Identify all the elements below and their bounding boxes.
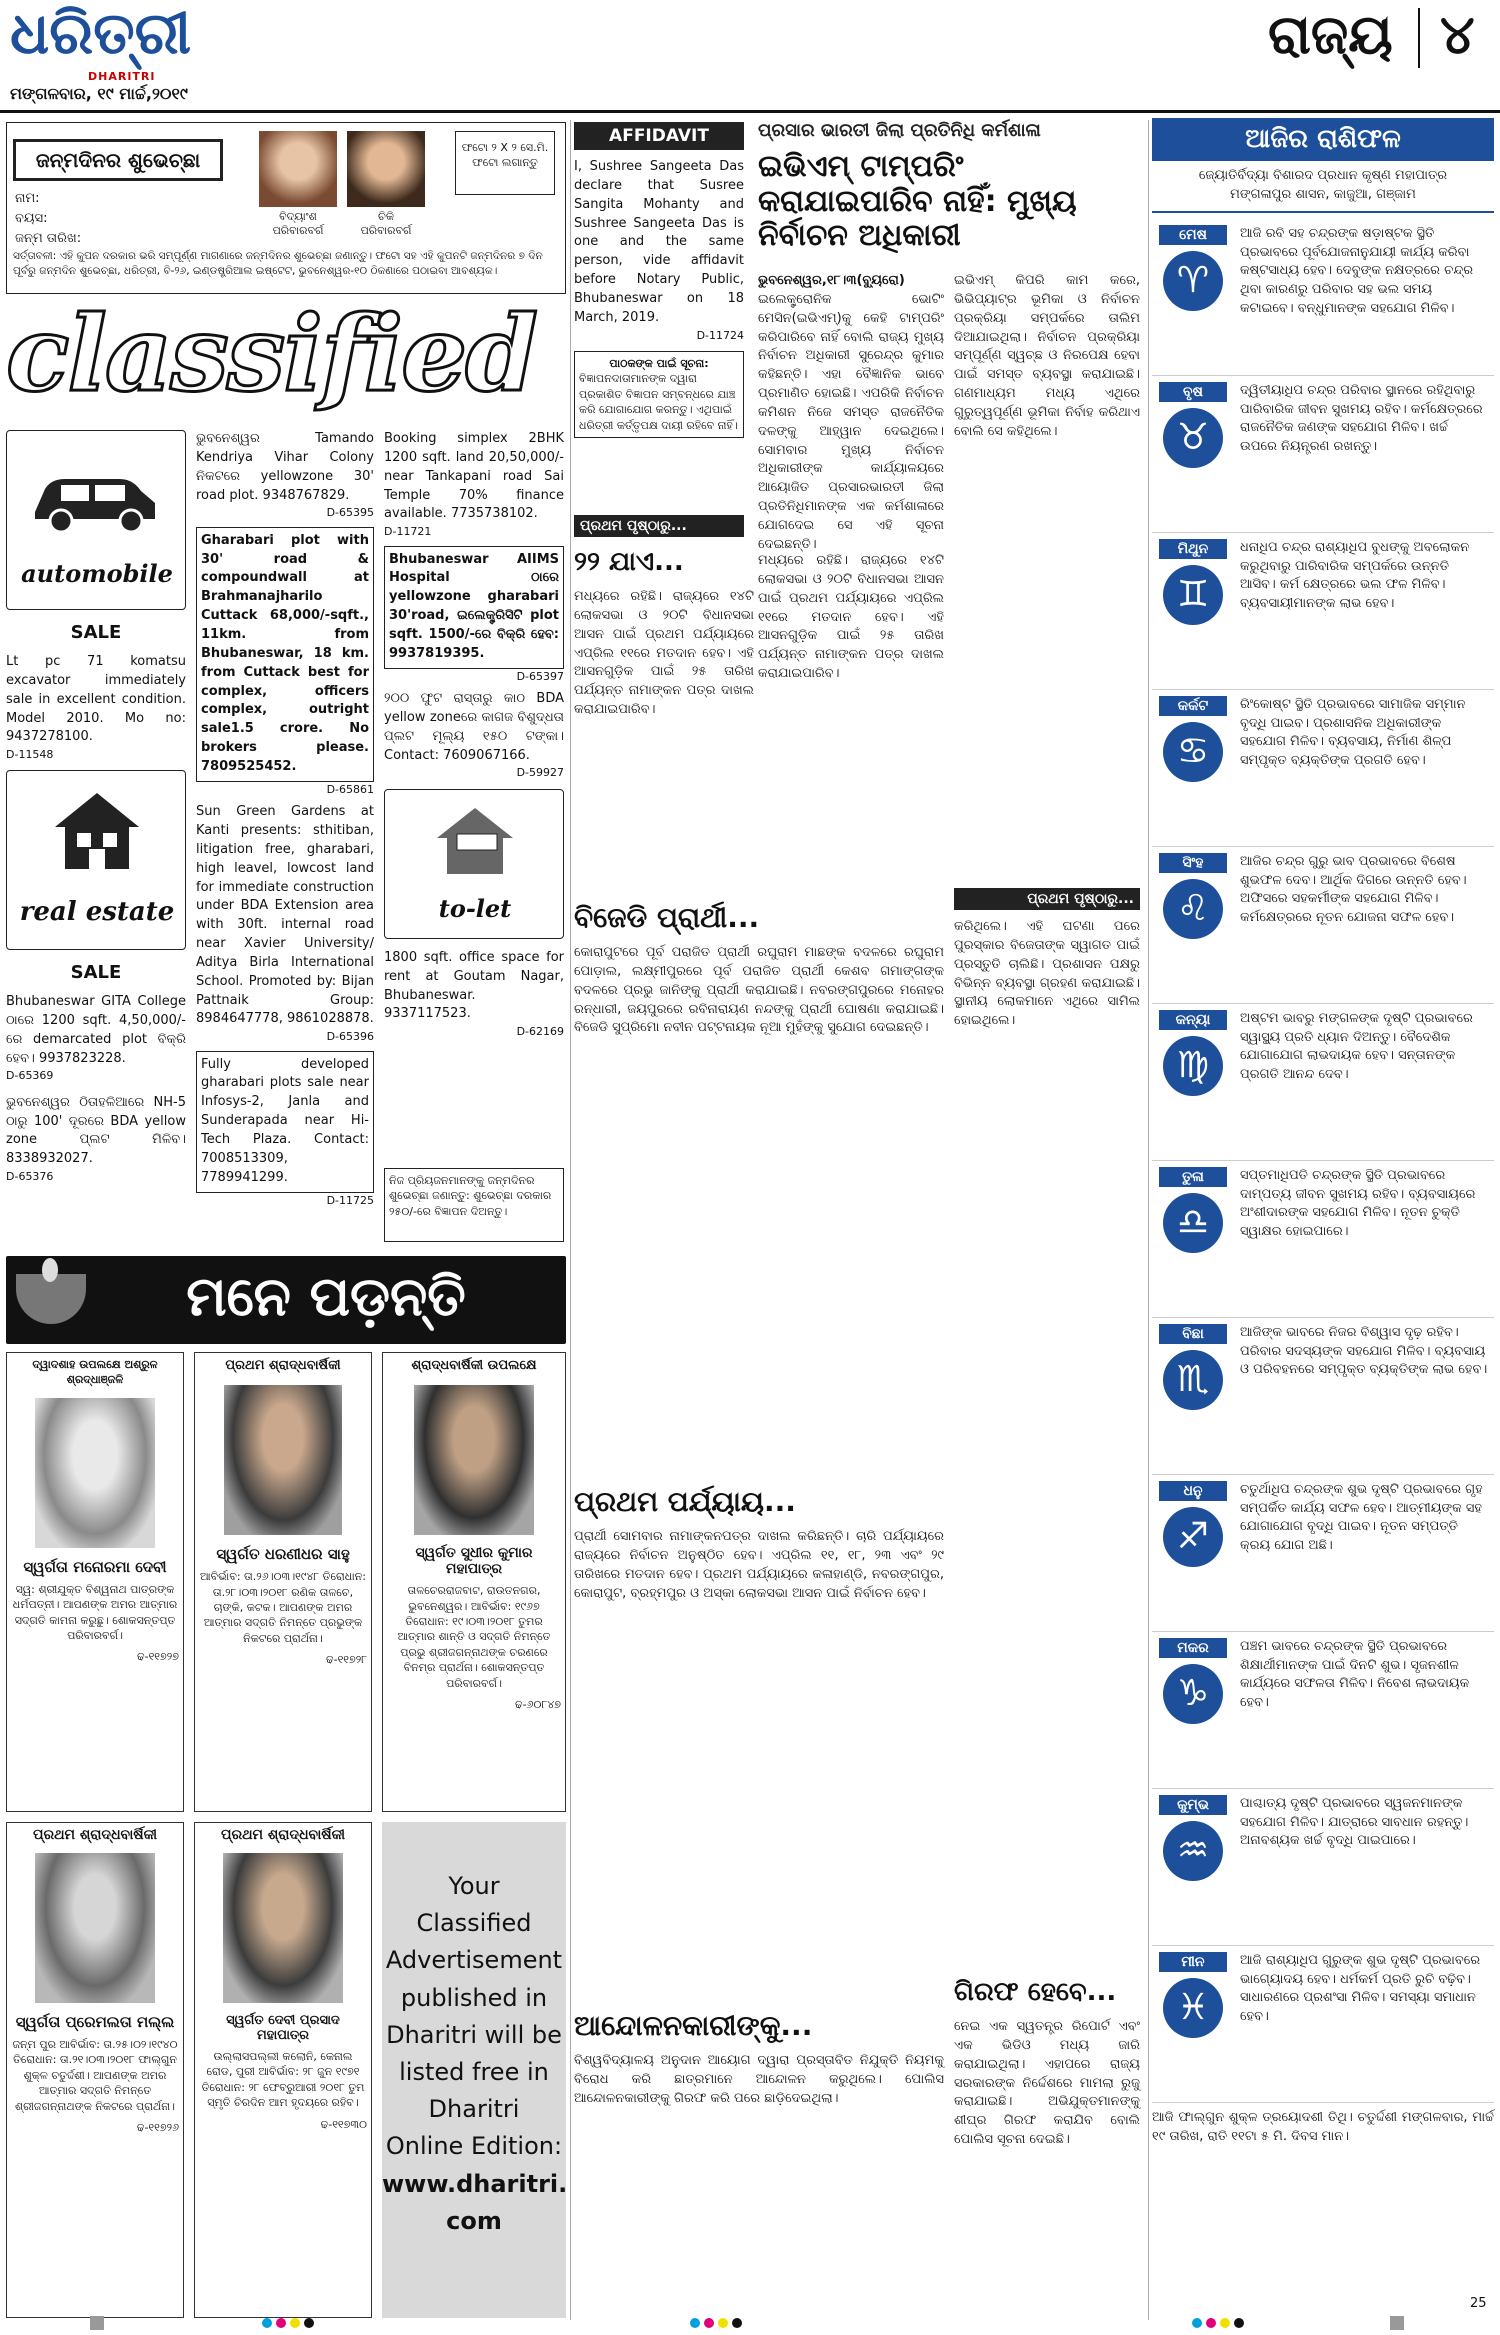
news-lead-col-2: ଇଭିଏମ୍ କିପରି କାମ କରେ, ଭିଭିପ୍ୟାଟ୍‌ର ଭୂମିକା ଓ ନିର୍ବାଚନ ପ୍ରକ୍ରିୟା ସମ୍ପର୍କରେ ତାଲିମ ଦିଆଯାଇଥିଲା। ନିର୍ବାଚନ ପ୍ରକ୍ରିୟା ସମ୍ପୂର୍ଣ୍ଣ ସ୍ୱଚ୍ଛ ଓ ନିରପେକ୍ଷ ହେବା ପାଇଁ ସମସ୍ତ ବ୍ୟବସ୍ଥା କରାଯାଇଛି। ଗଣମାଧ୍ୟମ ମଧ୍ୟ ଏଥିରେ ଗୁରୁତ୍ୱପୂର୍ଣ୍ଣ ଭୂମିକା ନିର୍ବାହ କରିଥାଏ ବୋଲି ସେ କହିଥିଲେ।	[954, 273, 1140, 439]
horoscope-almanac: ଆଜି ଫାଲ୍‌ଗୁନ ଶୁକ୍ଳ ତ୍ରୟୋଦଶୀ ତିଥି। ଚତୁର୍ଦ୍ଦଶୀ ମଙ୍ଗଳବାର, ମାର୍ଚ୍ଚ ୧୯ ତାରିଖ, ରାତି ୧୧ଟା ୫ ମି. ଦିବସ ମାନ।	[1152, 2109, 1494, 2144]
story-bjd-head: ବିଜେଡି ପ୍ରାର୍ଥୀ...	[574, 901, 760, 934]
memorial-body-5: ଉଲ୍ଲାସପଲ୍ଲୀ କଲୋନି, କେନାଲ ରୋଡ, ପୁରୀ ଆବିର୍ଭାବ: ୨୮ ଜୁନ ୧୯୭୧ ତିରୋଧାନ: ୨୮ ଫେବ୍ରୁଆରୀ ୨୦୧୮ ତୁମ ସ୍ମୃତି ଚିରଦିନ ଆମ ହୃଦୟରେ ରହିବ।	[201, 2050, 365, 2110]
top-rule	[0, 110, 1500, 113]
ad-bda-plot-code: D-59927	[516, 766, 564, 780]
cmyk-dot-c-2	[690, 2318, 700, 2328]
memorial-banner	[6, 1256, 566, 1344]
masthead	[0, 0, 1500, 120]
memorial-photo-2	[224, 1385, 342, 1535]
news-lead-body: ଇଲେକ୍ଟ୍ରୋନିକ ଭୋଟିଂ ମେସିନ(ଇଭିଏମ୍)କୁ କେହି ଟାମ୍ପରିଂ କରିପାରିବେ ନାହିଁ ବୋଲି ରାଜ୍ୟ ମୁଖ୍ୟ ନିର୍ବାଚନ ଅଧିକାରୀ ସୁରେନ୍ଦ୍ର କୁମାର କହିଛନ୍ତି। ଏହା ବୈଜ୍ଞାନିକ ଭାବେ ପ୍ରମାଣିତ ହୋଇଛି। ଏପରିକି ନିର୍ବାଚନ କମିଶନ ନିଜେ ସମସ୍ତ ରାଜନୈତିକ ଦଳଙ୍କୁ ଆହ୍ୱାନ ଦେଇଥିଲେ। ସୋମବାର ମୁଖ୍ୟ ନିର୍ବାଚନ ଅଧିକାରୀଙ୍କ କାର୍ଯ୍ୟାଳୟରେ ଆୟୋଜିତ ପ୍ରସାରଭାରତୀ ଜିଲା ପ୍ରତିନିଧିମାନଙ୍କ ଏକ କର୍ମଶାଳାରେ ଯୋଗଦେଇ ସେ ଏହି ସୂଚନା ଦେଇଛନ୍ତି।	[758, 291, 944, 552]
story-arrest-body: ନେଇ ଏକ ସ୍ୱତନ୍ତ୍ର ରିପୋର୍ଟ ଏବଂ ଏକ ଭିଡିଓ ମଧ୍ୟ ଜାରି କରାଯାଇଥିଲା। ଏହାପରେ ରାଜ୍ୟ ସରକାରଙ୍କ ନିର୍ଦ୍ଦେଶରେ ମାମଲା ରୁଜୁ କରାଯାଇଛି। ଅଭିଯୁକ୍ତମାନଙ୍କୁ ଶୀଘ୍ର ଗିରଫ କରାଯିବ ବୋଲି ପୋଲିସ ସୂଚନା ଦେଇଛି।	[954, 2019, 1140, 2148]
dharitri-logo: ଧରିତ୍ରୀ	[10, 0, 192, 67]
child-sub-1: ପରିବାରବର୍ଗ	[272, 224, 324, 237]
column-rule-2	[1148, 120, 1149, 2320]
memorial-card-5	[194, 1822, 372, 2318]
reader-note-text: ବିଜ୍ଞାପନଦାତାମାନଙ୍କ ଦ୍ୱାରା ପ୍ରକାଶିତ ବିଜ୍ଞାପନ ସମ୍ବନ୍ଧରେ ଯାଞ୍ଚ କରି ଯୋଗାଯୋଗ କରନ୍ତୁ। ଏଥିପାଇଁ ଧରିତ୍ରୀ କର୍ତ୍ତୃପକ୍ଷ ଦାୟୀ ରହିବେ ନାହିଁ।	[579, 372, 738, 432]
memorial-name-5: ସ୍ୱର୍ଗତ ଦେବୀ ପ୍ରସାଦ ମହାପାତ୍ର	[226, 2013, 340, 2043]
zodiac-symbol-icon: ♑	[1163, 1664, 1223, 1724]
zodiac-badge	[1152, 1161, 1234, 1317]
zodiac-row	[1152, 1475, 1494, 1632]
photo-placeholder[interactable]: ଫଟୋ ୨ X ୨ ସେ.ମି. ଫଟୋ ଲଗାନ୍ତୁ	[455, 131, 555, 195]
story-arrest-head: ଗିରଫ ହେବେ...	[954, 1977, 1117, 2007]
zodiac-name: କନ୍ୟା	[1159, 1010, 1227, 1030]
realestate-code-2: D-65376	[6, 1170, 54, 1184]
ad-aiims: Bhubaneswar AIIMS Hospital ଠାରେ yellowzone gharabari 30'road, ଇଲେକ୍ଟ୍ରିସିଟି plot sqft. 1500/-ରେ ବିକ୍ରି ହେବ: 9937819395.	[384, 546, 564, 669]
rate-note: ନିଜ ପ୍ରିୟଜନମାନଙ୍କୁ ଜନ୍ମଦିନର ଶୁଭେଚ୍ଛା ଜଣାନ୍ତୁ: ଶୁଭେଚ୍ଛା ଦରକାର ୨୫୦/-ରେ ବିଜ୍ଞାପନ ଦିଅନ୍ତୁ।	[384, 1168, 564, 1242]
memorial-name-3: ସ୍ୱର୍ଗତ ସୁଧୀର କୁମାର ମହାପାତ୍ର	[415, 1545, 533, 1578]
memorial-code-4: ଢ-୧୧୭୨୬	[136, 2120, 179, 2134]
zodiac-row	[1152, 1789, 1494, 1946]
story-agitators-head: ଆନ୍ଦୋଳନକାରୀଙ୍କୁ...	[574, 2009, 813, 2042]
field-name[interactable]: ନାମ:	[15, 191, 40, 206]
column-rule-1	[570, 120, 571, 2320]
zodiac-symbol-icon: ♈	[1163, 251, 1223, 311]
zodiac-symbol-icon: ♐	[1163, 1507, 1223, 1567]
cmyk-dot-c	[262, 2318, 272, 2328]
zodiac-name: ମେଷ	[1159, 225, 1227, 245]
zodiac-forecast: ଦ୍ୱିତୀୟାଧିପ ଚନ୍ଦ୍ର ପରିବାର ସ୍ଥାନରେ ରହିଥିବାରୁ ପାରିବାରିକ ଜୀବନ ସୁଖମୟ ରହିବ। କର୍ମକ୍ଷେତ୍ରରେ ରାଜନୈତିକ ଜଣଙ୍କ ସହଯୋଗ ମିଳିବ। ଖର୍ଚ୍ଚ ଉପରେ ନିୟନ୍ତ୍ରଣ ରଖନ୍ତୁ।	[1240, 382, 1483, 455]
realestate-ad-2: ଭୁବନେଶ୍ୱର ଠିତାହଳିଆରେ NH-5 ଠାରୁ 100' ଦୂରରେ BDA yellow zone ପ୍ଲଟ ମିଳିବ। 8338932027.	[6, 1094, 186, 1167]
issue-date: ମଙ୍ଗଳବାର, ୧୯ ମାର୍ଚ୍ଚ,୨୦୧୯	[10, 84, 188, 103]
memorial-body-2: ଆବିର୍ଭାବ: ତା.୨୬।୦୩।୧୯୪୮ ତିରୋଧାନ: ତା.୨୮।୦୩।୨୦୧୮ ରଣିକ ତାଳଚେ, ଚାଙ୍କି, କଟକ। ଆପଣଙ୍କ ଅମର ଆତ୍ମାର ସଦ୍‌ଗତି ନିମନ୍ତେ ପ୍ରଭୁଙ୍କ ନିକଟରେ ପ୍ରାର୍ଥନା।	[200, 1570, 366, 1645]
zodiac-row	[1152, 1004, 1494, 1161]
page-number: ୪	[1440, 3, 1475, 66]
automobile-section	[6, 430, 186, 760]
birthday-fields	[15, 189, 255, 249]
zodiac-name: କୁମ୍ଭ	[1159, 1795, 1227, 1815]
memorial-head-5: ପ୍ରଥମ ଶ୍ରାଦ୍ଧବାର୍ଷିକୀ	[220, 1827, 346, 1843]
zodiac-badge	[1152, 847, 1234, 1003]
ad-sun-green: Sun Green Gardens at Kanti presents: sthitiban, litigation free, gharabari, high leavel, lowcost land for immediate construction under BDA Extension area with 30ft. internal road near Xavier University/ Aditya Birla International School. Promoted by: Bijan Pattnaik Group: 8984647778, 9861028878.	[196, 804, 374, 1027]
zodiac-forecast: ଅଷ୍ଟମ ଭାବରୁ ମଙ୍ଗଳଙ୍କ ଦୃଷ୍ଟି ପ୍ରଭାବରେ ସ୍ୱାସ୍ଥ୍ୟ ପ୍ରତି ଧ୍ୟାନ ଦିଅନ୍ତୁ। ବୈଦେଶିକ ଯୋଗାଯୋଗ ଲାଭଦାୟକ ହେବ। ସନ୍ତାନଙ୍କ ପ୍ରଗତି ଆନନ୍ଦ ଦେବ।	[1240, 1010, 1473, 1083]
automobile-label: automobile	[21, 559, 173, 588]
story-22-body-cont: ମଧ୍ୟରେ ରହିଛି। ରାଜ୍ୟରେ ୧୪ଟି ଲୋକସଭା ଓ ୨୦ଟି ବିଧାନସଭା ଆସନ ପାଇଁ ପ୍ରଥମ ପର୍ଯ୍ୟାୟରେ ଏପ୍ରିଲ ୧୧ରେ ମତଦାନ ହେବ। ଏହି ଆସନଗୁଡ଼ିକ ପାଇଁ ୨୫ ତାରିଖ ପର୍ଯ୍ୟନ୍ତ ନାମାଙ୍କନ ପତ୍ର ଦାଖଲ କରାଯାଇପାରିବ।	[758, 553, 944, 682]
horoscope-astrologer: ଜ୍ୟୋତିର୍ବିଦ୍ୟା ବିଶାରଦ ପ୍ରଧାନ କୃଷ୍ଣ ମହାପାତ୍ର	[1198, 168, 1448, 183]
memorial-name-4: ସ୍ୱର୍ଗତା ପ୍ରେମଲତା ମଲ୍ଲ	[15, 2013, 175, 2031]
classified-banner-text: classified	[6, 292, 536, 415]
masthead-divider	[1418, 8, 1420, 68]
ad-bda-plot: ୨୦୦ ଫୁଟ ରାସ୍ତାରୁ କାଠ BDA yellow zoneରେ କାଗଜ ବିଶୁଦ୍ଧତା ପ୍ଲଟ ମୂଲ୍ୟ ୧୫୦ ଟଙ୍କା। Contact: 7609067166.	[384, 691, 564, 763]
print-registration-marks	[0, 2312, 1500, 2334]
zodiac-badge	[1152, 690, 1234, 846]
zodiac-row	[1152, 533, 1494, 690]
zodiac-symbol-icon: ♒	[1163, 1821, 1223, 1881]
realestate-badge	[6, 770, 186, 950]
zodiac-symbol-icon: ♉	[1163, 408, 1223, 468]
promo-line-5: Dharitri will be	[386, 2020, 562, 2049]
memorial-code-5: ଢ-୧୧୭୩୦	[320, 2117, 367, 2131]
zodiac-badge	[1152, 376, 1234, 532]
ad-simplex-code: D-11721	[384, 525, 432, 539]
news-kicker: ପ୍ରସାର ଭାରତୀ ଜିଲା ପ୍ରତିନିଧି କର୍ମଶାଳା	[758, 120, 1041, 141]
zodiac-forecast: ଆଜି ରବି ସହ ଚନ୍ଦ୍ରଙ୍କ ଷଡ଼ାଷ୍ଟକ ସ୍ଥିତି ପ୍ରଭାବରେ ପୂର୍ବଯୋଜନାନୁଯାୟୀ କାର୍ଯ୍ୟ କରିବା କଷ୍ଟସାଧ୍ୟ ହେବ। ଦେବୁଙ୍କ ନକ୍ଷତ୍ରରେ ଚନ୍ଦ୍ର ଥିବା କାରଣରୁ ପରିବାର ସହ ଭଲ ସମୟ କଟାଇବେ। ବନ୍ଧୁମାନଙ୍କ ସହଯୋଗ ମିଳିବ।	[1240, 225, 1474, 317]
cmyk-dot-y	[290, 2318, 300, 2328]
zodiac-symbol-icon: ♎	[1163, 1193, 1223, 1253]
zodiac-symbol-icon: ♏	[1163, 1350, 1223, 1410]
promo-line-3: Advertisement	[385, 1946, 563, 1975]
tolet-badge	[384, 789, 564, 939]
affidavit-section	[574, 122, 744, 452]
memorial-code-3: ଢ-୬୦୮୪୭	[515, 1697, 561, 1711]
zodiac-badge	[1152, 533, 1234, 689]
story-bjd-body: କୋରାପୁଟରେ ପୂର୍ବ ପରାଜିତ ପ୍ରାର୍ଥୀ ରଘୁରାମ ମାଛଙ୍କ ବଦଳରେ ରଘୁରାମ ପୋଡ଼ାଲ, ଲକ୍ଷ୍ମୀପୁରରେ ପୂର୍ବ ପରାଜିତ ପ୍ରାର୍ଥୀ କେଶବ ଗମାଙ୍ଗଙ୍କ ବଦଳରେ ପ୍ରଭୁ ଜାନିଙ୍କୁ ପ୍ରାର୍ଥୀ କରାଯାଇଛି। ନବରଙ୍ଗପୁରରେ ମନୋହର ରନ୍ଧାରୀ, ଜୟପୁରରେ ରବିନାରାୟଣ ନନ୍ଦଙ୍କୁ ପ୍ରାର୍ଥୀ ଘୋଷଣା କରାଯାଇଛି। ବିଜେଡି ସୁପ୍ରିମୋ ନବୀନ ପଟ୍ଟନାୟକ ନୂଆ ମୁହଁଙ୍କୁ ସୁଯୋଗ ଦେଇଛନ୍ତି।	[574, 945, 944, 1036]
reader-note	[574, 351, 744, 438]
car-icon	[25, 457, 165, 537]
memorial-card-1	[6, 1352, 184, 1812]
child-name-2: ଚିକି	[378, 210, 394, 223]
realestate-code-1: D-65369	[6, 1069, 54, 1083]
realestate-label: real estate	[19, 897, 175, 927]
story-agitators-body: ବିଶ୍ୱବିଦ୍ୟାଳୟ ଅନୁଦାନ ଆୟୋଗ ଦ୍ୱାରା ପ୍ରସ୍ତାବିତ ନିଯୁକ୍ତି ନିୟମକୁ ବିରୋଧ କରି ଛାତ୍ରମାନେ ଆନ୍ଦୋଳନ କରୁଥିଲେ। ପୋଲିସ ଆନ୍ଦୋଳନକାରୀଙ୍କୁ ଗିରଫ କରି ପରେ ଛାଡ଼ିଦେଇଥିଲା।	[574, 2053, 944, 2106]
zodiac-badge	[1152, 1946, 1234, 2102]
zodiac-symbol-icon: ♊	[1163, 565, 1223, 625]
news-dateline: ଭୁବନେଶ୍ୱର,୧୮।୩(ବ୍ୟୁରୋ)	[758, 273, 905, 288]
zodiac-row	[1152, 1318, 1494, 1475]
dharitri-logo-en: DHARITRI	[88, 70, 156, 83]
memorial-photo-1	[35, 1398, 155, 1548]
ad-simplex: Booking simplex 2BHK 1200 sqft. land 20,50,000/- near Tankapani road Sai Temple 70% finance available. 7735738102.	[384, 431, 564, 522]
child-sub-2: ପରିବାରବର୍ଗ	[360, 224, 412, 237]
memorial-head-1: ଦ୍ୱାଦଶାହ ଉପଲକ୍ଷେ ଅଶ୍ରୁଳ ଶ୍ରଦ୍ଧାଞ୍ଜଳି	[32, 1358, 158, 1387]
zodiac-forecast: ଚତୁର୍ଥାଧିପ ଚନ୍ଦ୍ରଙ୍କ ଶୁଭ ଦୃଷ୍ଟି ପ୍ରଭାବରେ ଗୃହ ସମ୍ପର୍କିତ କାର୍ଯ୍ୟ ସଫଳ ହେବ। ଆତ୍ମୀୟଙ୍କ ସହ ଯୋଗାଯୋଗ ବୃଦ୍ଧି ପାଇବ। ନୂତନ ସମ୍ପତ୍ତି କ୍ରୟ ଯୋଗ ଅଛି।	[1240, 1481, 1483, 1554]
ad-gharabari-cuttack: Gharabari plot with 30' road & compoundwall at Brahmanajharilo Cuttack 68,000/-sqft., 11km. from Bhubaneswar, 18 km. from Cuttack best for complex, officers complex, outright sale1.5 crore. No brokers please. 7809525452.	[196, 527, 374, 782]
reg-mark-1	[90, 2316, 104, 2330]
ad-aiims-code: D-65397	[516, 669, 564, 683]
zodiac-badge	[1152, 1475, 1234, 1631]
first-page-tag-2: ପ୍ରଥମ ପୃଷ୍ଠାରୁ...	[954, 888, 1140, 910]
birthday-note: ସର୍ତ୍ତାବଳୀ: ଏହି କୁପନ ଦରକାର ଭରି ସମ୍ପୂର୍ଣ୍ଣ ମାଗଣାରେ ଜନ୍ମଦିନର ଶୁଭେଚ୍ଛା ଜଣାନ୍ତୁ। ଫଟୋ ସହ ଏହି କୁପନଟି ଜନ୍ମଦିନର ୭ ଦିନ ପୂର୍ବରୁ ଜନ୍ମଦିନ ଶୁଭେଚ୍ଛା, ଧରିତ୍ରୀ, ବି-୨୬, ଇଣ୍ଡଷ୍ଟ୍ରିଆଲ ଇଷ୍ଟେଟ, ଭୁବନେଶ୍ୱର-୧୦ ଠିକଣାରେ ପଠାଇବା ଆବଶ୍ୟକ।	[13, 250, 543, 277]
news-lead-col-1	[758, 272, 944, 552]
reader-note-title: ପାଠକଙ୍କ ପାଇଁ ସୂଚନା:	[609, 356, 709, 370]
zodiac-forecast: ଆଜିଙ୍କ ଭାବରେ ନିଜର ବିଶ୍ୱାସ ଦୃଢ଼ ରହିବ। ପରିବାର ସଦସ୍ୟଙ୍କ ସହଯୋଗ ମିଳିବ। ବ୍ୟବସାୟ ଓ ପରିବହନରେ ସମ୍ପୃକ୍ତ ବ୍ୟକ୍ତିଙ୍କ ଲାଭ ହେବ।	[1240, 1324, 1488, 1378]
memorial-banner-title: ମନେ ପଡ଼ନ୍ତି	[186, 1265, 466, 1328]
zodiac-forecast: ଆଜିର ଚନ୍ଦ୍ର ଗୁରୁ ଭାବ ପ୍ରଭାବରେ ବିଶେଷ ଶୁଭଫଳ ଦେବ। ଆର୍ଥିକ ଦିଗରେ ଉନ୍ନତି ହେବ। ଅଫିସରେ ସହକର୍ମୀଙ୍କ ସହଯୋଗ ମିଳିବ। କର୍ମକ୍ଷେତ୍ରରେ ନୂତନ ଯୋଜନା ସଫଳ ହେବ।	[1240, 853, 1467, 926]
zodiac-forecast: ରିଂକୋଷ୍ଟ ସ୍ଥିତି ପ୍ରଭାବରେ ସାମାଜିକ ସମ୍ମାନ ବୃଦ୍ଧି ପାଇବ। ପ୍ରଶାସନିକ ଅଧିକାରୀଙ୍କ ସହଯୋଗ ମିଳିବ। ବ୍ୟବସାୟ, ନିର୍ମାଣ ଶିଳ୍ପ ସମ୍ପୃକ୍ତ ବ୍ୟକ୍ତିଙ୍କ ପ୍ରଗତି ହେବ।	[1240, 696, 1466, 769]
cmyk-dot-c-3	[1192, 2318, 1202, 2328]
zodiac-symbol-icon: ♓	[1163, 1978, 1223, 2038]
footer-page-number: 25	[1470, 2296, 1487, 2311]
memorial-card-3	[382, 1352, 566, 1812]
zodiac-name: ମୀନ	[1159, 1952, 1227, 1972]
child-photo-1	[259, 131, 337, 207]
zodiac-row	[1152, 1161, 1494, 1318]
automobile-ad: Lt pc 71 komatsu excavator immediately sale in excellent condition. Model 2010. Mo no: 9437278100.	[6, 654, 186, 745]
affidavit-code: D-11724	[696, 328, 744, 342]
cmyk-dot-m-3	[1206, 2318, 1216, 2328]
ad-tamando: ଭୁବନେଶ୍ୱର Tamando Kendriya Vihar Colony ନିକଟରେ yellowzone 30' road plot. 9348767829.	[196, 431, 374, 503]
zodiac-symbol-icon: ♋	[1163, 722, 1223, 782]
cmyk-dot-y-3	[1220, 2318, 1230, 2328]
memorial-photo-4	[35, 1853, 155, 2003]
memorial-name-2: ସ୍ୱର୍ଗତ ଧରଣୀଧର ସାହୁ	[216, 1545, 350, 1564]
child-name-1: ବିଦ୍ୟାଂଶ	[279, 210, 317, 223]
promo-line-2: Classified	[416, 1909, 532, 1938]
memorial-card-2	[194, 1352, 372, 1812]
first-page-tag-1: ପ୍ରଥମ ପୃଷ୍ଠାରୁ...	[574, 515, 744, 537]
horoscope-title: ଆଜିର ରାଶିଫଳ	[1152, 118, 1494, 161]
zodiac-symbol-icon: ♍	[1163, 1036, 1223, 1096]
field-age[interactable]: ବୟସ:	[15, 211, 48, 226]
cmyk-dot-k-2	[732, 2318, 742, 2328]
zodiac-name: ଧନୁ	[1159, 1481, 1227, 1501]
affidavit-text: I, Sushree Sangeeta Das declare that Susree Sangita Mohanty and Sushree Sangeeta Das is one and the same person, vide affidavit before Notary Public, Bhubaneswar on 18 March, 2019.	[574, 159, 744, 325]
cmyk-dot-m-2	[704, 2318, 714, 2328]
zodiac-list	[1152, 219, 1494, 2103]
tolet-label: to-let	[438, 893, 512, 923]
house-icon	[47, 785, 147, 875]
reg-mark-2	[1390, 2316, 1404, 2330]
zodiac-row	[1152, 1946, 1494, 2103]
birthday-coupon	[6, 122, 566, 294]
memorial-head-4: ପ୍ରଥମ ଶ୍ରାଦ୍ଧବାର୍ଷିକୀ	[32, 1827, 158, 1843]
memorial-body-1: ସ୍ୱ: ଶ୍ରୀଯୁକ୍ତ ବିଶ୍ୱନାଥ ପାତ୍ରଙ୍କ ଧର୍ମପତ୍ନୀ। ଆପଣଙ୍କ ଅମର ଆତ୍ମାର ସଦ୍‌ଗତି କାମନା କରୁଛୁ। ଶୋକସନ୍ତପ୍ତ ପରିବାରବର୍ଗ।	[12, 1582, 178, 1642]
ad-sun-green-code: D-65396	[326, 1030, 374, 1044]
promo-line-8: Online Edition:	[385, 2132, 563, 2161]
classified-col-3	[384, 430, 564, 1240]
classified-banner	[6, 292, 566, 422]
zodiac-name: ବିଛା	[1159, 1324, 1227, 1344]
zodiac-badge	[1152, 1004, 1234, 1160]
realestate-ad-1: Bhubaneswar GITA College ଠାରେ 1200 sqft. 4,50,000/-ରେ demarcated plot ବିକ୍ରି ହେବ। 9937823228.	[6, 994, 186, 1066]
section-title: ରାଜ୍ୟ	[1268, 3, 1393, 66]
cmyk-dot-k-3	[1234, 2318, 1244, 2328]
realestate-heading: SALE	[70, 962, 122, 983]
zodiac-name: ବୃଷ	[1159, 382, 1227, 402]
promo-url-1[interactable]: www.dharitri.	[382, 2169, 568, 2198]
zodiac-row	[1152, 1632, 1494, 1789]
memorial-code-1: ଢ-୧୧୭୨୭	[137, 1650, 179, 1664]
zodiac-row	[1152, 847, 1494, 1004]
story-right-col-body: କରିଥିଲେ। ଏହି ଘଟଣା ପରେ ପୁରସ୍କାର ବିଜେତାଙ୍କ ସ୍ୱାଗତ ପାଇଁ ପ୍ରସ୍ତୁତି ଚାଲିଛି। ପ୍ରଶାସନ ପକ୍ଷରୁ ବିଭିନ୍ନ ବ୍ୟବସ୍ଥା ଗ୍ରହଣ କରାଯାଇଛି। ସ୍ଥାନୀୟ ଲୋକମାନେ ଏଥିରେ ସାମିଲ ହୋଇଥିଲେ।	[954, 919, 1140, 1029]
zodiac-forecast: ପାଶ୍ଚାତ୍ୟ ଦୃଷ୍ଟି ପ୍ରଭାବରେ ସ୍ୱଜନମାନଙ୍କ ସହଯୋଗ ମିଳିବ। ଯାତ୍ରାରେ ସାବଧାନ ରହନ୍ତୁ। ଅନାବଶ୍ୟକ ଖର୍ଚ୍ଚ ବୃଦ୍ଧି ପାଇପାରେ।	[1240, 1795, 1469, 1849]
story-22-body: ମଧ୍ୟରେ ରହିଛି। ରାଜ୍ୟରେ ୧୪ଟି ଲୋକସଭା ଓ ୨୦ଟି ବିଧାନସଭା ଆସନ ପାଇଁ ପ୍ରଥମ ପର୍ଯ୍ୟାୟରେ ଏପ୍ରିଲ ୧୧ରେ ମତଦାନ ହେବ। ଏହି ଆସନଗୁଡ଼ିକ ପାଇଁ ୨୫ ତାରିଖ ପର୍ଯ୍ୟନ୍ତ ନାମାଙ୍କନ ପତ୍ର ଦାଖଲ କରାଯାଇପାରିବ।	[574, 589, 754, 718]
ad-infosys-code: D-11725	[326, 1193, 374, 1207]
zodiac-forecast: ଆଜି ରାଶ୍ୟାଧିପ ଗୁରୁଙ୍କ ଶୁଭ ଦୃଷ୍ଟି ପ୍ରଭାବରେ ଭାଗ୍ୟୋଦୟ ହେବ। ଧର୍ମକର୍ମ ପ୍ରତି ରୁଚି ବଢ଼ିବ। ସାଧାରଣରେ ପ୍ରଶଂସା ମିଳିବ। ସମସ୍ୟା ସମାଧାନ ହେବ।	[1240, 1952, 1481, 2025]
horoscope-address: ମଙ୍ଗଳାପୁର ଶାସନ, କାଜୁଆ, ଗଞ୍ଜାମ	[1152, 186, 1494, 213]
zodiac-badge	[1152, 1318, 1234, 1474]
cmyk-dot-k	[304, 2318, 314, 2328]
promo-url-2[interactable]: com	[446, 2206, 502, 2235]
promo-line-6: listed free in	[399, 2057, 549, 2086]
automobile-badge	[6, 430, 186, 610]
tolet-house-icon	[427, 800, 523, 880]
ad-office-space-code: D-62169	[516, 1025, 564, 1039]
automobile-heading: SALE	[70, 622, 122, 643]
zodiac-row	[1152, 219, 1494, 376]
story-22-head: ୨୨ ଯାଏ...	[574, 547, 684, 577]
memorial-photo-5	[223, 1853, 343, 2003]
promo-line-7: Dharitri	[428, 2095, 520, 2124]
memorial-name-1: ସ୍ୱର୍ଗତା ମନୋରମା ଦେବୀ	[23, 1557, 167, 1576]
memorial-photo-3	[414, 1385, 534, 1535]
ad-tamando-code: D-65395	[326, 506, 374, 520]
promo-line-1: Your	[448, 1872, 500, 1900]
zodiac-badge	[1152, 1632, 1234, 1788]
classified-col-2	[196, 430, 374, 1240]
cmyk-dot-m	[276, 2318, 286, 2328]
memorial-body-4: ଜନ୍ମ ପୁର ଆବିର୍ଭାବ: ତା.୨୫।୦୨।୧୯୪୦ ତିରୋଧାନ: ତା.୨୧।୦୩।୨୦୧୮ ଫାଲ୍‌ଗୁନ ଶୁକ୍ଳ ଚତୁର୍ଦ୍ଦଶୀ। ଆପଣଙ୍କ ଅମର ଆତ୍ମାର ସଦ୍‌ଗତି ନିମନ୍ତେ ଶ୍ରୀଜଗନ୍ନାଥଙ୍କ ନିକଟରେ ପ୍ରାର୍ଥନା।	[12, 2038, 178, 2113]
promo-line-4: published in	[400, 1983, 548, 2012]
online-edition-promo	[382, 1822, 566, 2318]
memorial-head-2: ପ୍ରଥମ ଶ୍ରାଦ୍ଧବାର୍ଷିକୀ	[225, 1358, 341, 1373]
zodiac-row	[1152, 376, 1494, 533]
zodiac-name: କର୍କଟ	[1159, 696, 1227, 716]
zodiac-forecast: ସପ୍ତମାଧିପତି ଚନ୍ଦ୍ରଙ୍କ ସ୍ଥିତି ପ୍ରଭାବରେ ଦାମ୍ପତ୍ୟ ଜୀବନ ସୁଖମୟ ରହିବ। ବ୍ୟବସାୟରେ ଅଂଶୀଦାରଙ୍କ ସହଯୋଗ ମିଳିବ। ନୂତନ ଚୁକ୍ତି ସ୍ୱାକ୍ଷର ହୋଇପାରେ।	[1240, 1167, 1476, 1240]
birthday-title: ଜନ୍ମଦିନର ଶୁଭେଚ୍ଛା	[13, 139, 223, 181]
memorial-code-2: ଢ-୧୧୭୨୮	[326, 1653, 367, 1667]
news-headline: ଇଭିଏମ୍ ଟାମ୍ପରିଂ କରାଯାଇପାରିବ ନାହିଁ: ମୁଖ୍ୟ ନିର୍ବାଚନ ଅଧିକାରୀ	[758, 149, 1077, 253]
field-dob[interactable]: ଜନ୍ମ ତାରିଖ:	[15, 231, 82, 246]
ad-gharabari-code: D-65861	[326, 782, 374, 796]
ad-infosys: Fully developed gharabari plots sale near Infosys-2, Janla and Sunderapada near Hi-Tech Plaza. Contact: 7008513309, 7789941299.	[196, 1051, 374, 1193]
story-phase-head: ପ୍ରଥମ ପର୍ଯ୍ୟାୟ...	[574, 1485, 796, 1518]
zodiac-name: ସିଂହ	[1159, 853, 1227, 873]
zodiac-row	[1152, 690, 1494, 847]
zodiac-name: ମିଥୁନ	[1159, 539, 1227, 559]
automobile-code: D-11548	[6, 748, 54, 762]
zodiac-forecast: ଧନାଧିପ ଚନ୍ଦ୍ର ରାଶ୍ୟାଧିପ ବୁଧଙ୍କୁ ଅବଲୋକନ କରୁଥିବାରୁ ପାରିବାରିକ ସମ୍ପର୍କରେ ଉନ୍ନତି ଆସିବ। କର୍ମ କ୍ଷେତ୍ରରେ ଭଲ ଫଳ ମିଳିବ। ବ୍ୟବସାୟୀମାନଙ୍କ ଲାଭ ହେବ।	[1240, 539, 1470, 612]
zodiac-symbol-icon: ♌	[1163, 879, 1223, 939]
story-phase-body: ପ୍ରାର୍ଥୀ ସୋମବାର ନାମାଙ୍କନପତ୍ର ଦାଖଲ କରିଛନ୍ତି। ଚାରି ପର୍ଯ୍ୟାୟରେ ରାଜ୍ୟରେ ନିର୍ବାଚନ ଅନୁଷ୍ଠିତ ହେବ। ଏପ୍ରିଲ ୧୧, ୧୮, ୨୩ ଏବଂ ୨୯ ତାରିଖରେ ମତଦାନ ହେବ। ପ୍ରଥମ ପର୍ଯ୍ୟାୟରେ କଳାହାଣ୍ଡି, ନବରଙ୍ଗପୁର, କୋରାପୁଟ, ବ୍ରହ୍ମପୁର ଓ ଅସ୍କା ଲୋକସଭା ଆସନ ପାଇଁ ନିର୍ବାଚନ ହେବ।	[574, 1529, 944, 1601]
memorial-body-3: ତାଳଚେରରାଜବାଟ, ରାଉତନଗର, ଭୁବନେଶ୍ୱର। ଆବିର୍ଭାବ: ୧୯୬୭ ତିରୋଧାନ: ୧୯।୦୩।୨୦୧୮ ତୁମର ଆତ୍ମାର ଶାନ୍ତି ଓ ସଦ୍‌ଗତି ନିମନ୍ତେ ପ୍ରଭୁ ଶ୍ରୀଜଗନ୍ନାଥଙ୍କ ଚରଣରେ ବିନମ୍ର ପ୍ରାର୍ଥନା। ଶୋକସନ୍ତପ୍ତ ପରିବାରବର୍ଗ।	[397, 1584, 551, 1690]
zodiac-name: ତୁଳା	[1159, 1167, 1227, 1187]
horoscope-section	[1152, 118, 1494, 2318]
zodiac-forecast: ପଞ୍ଚମ ଭାବରେ ଚନ୍ଦ୍ରଙ୍କ ସ୍ଥିତି ପ୍ରଭାବରେ ଶିକ୍ଷାର୍ଥୀମାନଙ୍କ ପାଇଁ ଦିନଟି ଶୁଭ। ସୃଜନଶୀଳ କାର୍ଯ୍ୟରେ ସଫଳତା ମିଳିବ। ନିବେଶ ଲାଭଦାୟକ ହେବ।	[1240, 1638, 1470, 1711]
memorial-head-3: ଶ୍ରାଦ୍ଧବାର୍ଷିକୀ ଉପଲକ୍ଷେ	[411, 1358, 537, 1373]
zodiac-badge	[1152, 219, 1234, 375]
zodiac-badge	[1152, 1789, 1234, 1945]
realestate-section	[6, 770, 186, 1240]
lamp-flame	[42, 1258, 58, 1282]
cmyk-dot-y-2	[718, 2318, 728, 2328]
memorial-card-4	[6, 1822, 184, 2318]
affidavit-title: AFFIDAVIT	[574, 122, 744, 150]
child-photo-2	[347, 131, 425, 207]
zodiac-name: ମକର	[1159, 1638, 1227, 1658]
ad-office-space: 1800 sqft. office space for rent at Goutam Nagar, Bhubaneswar. 9337117523.	[384, 949, 564, 1022]
